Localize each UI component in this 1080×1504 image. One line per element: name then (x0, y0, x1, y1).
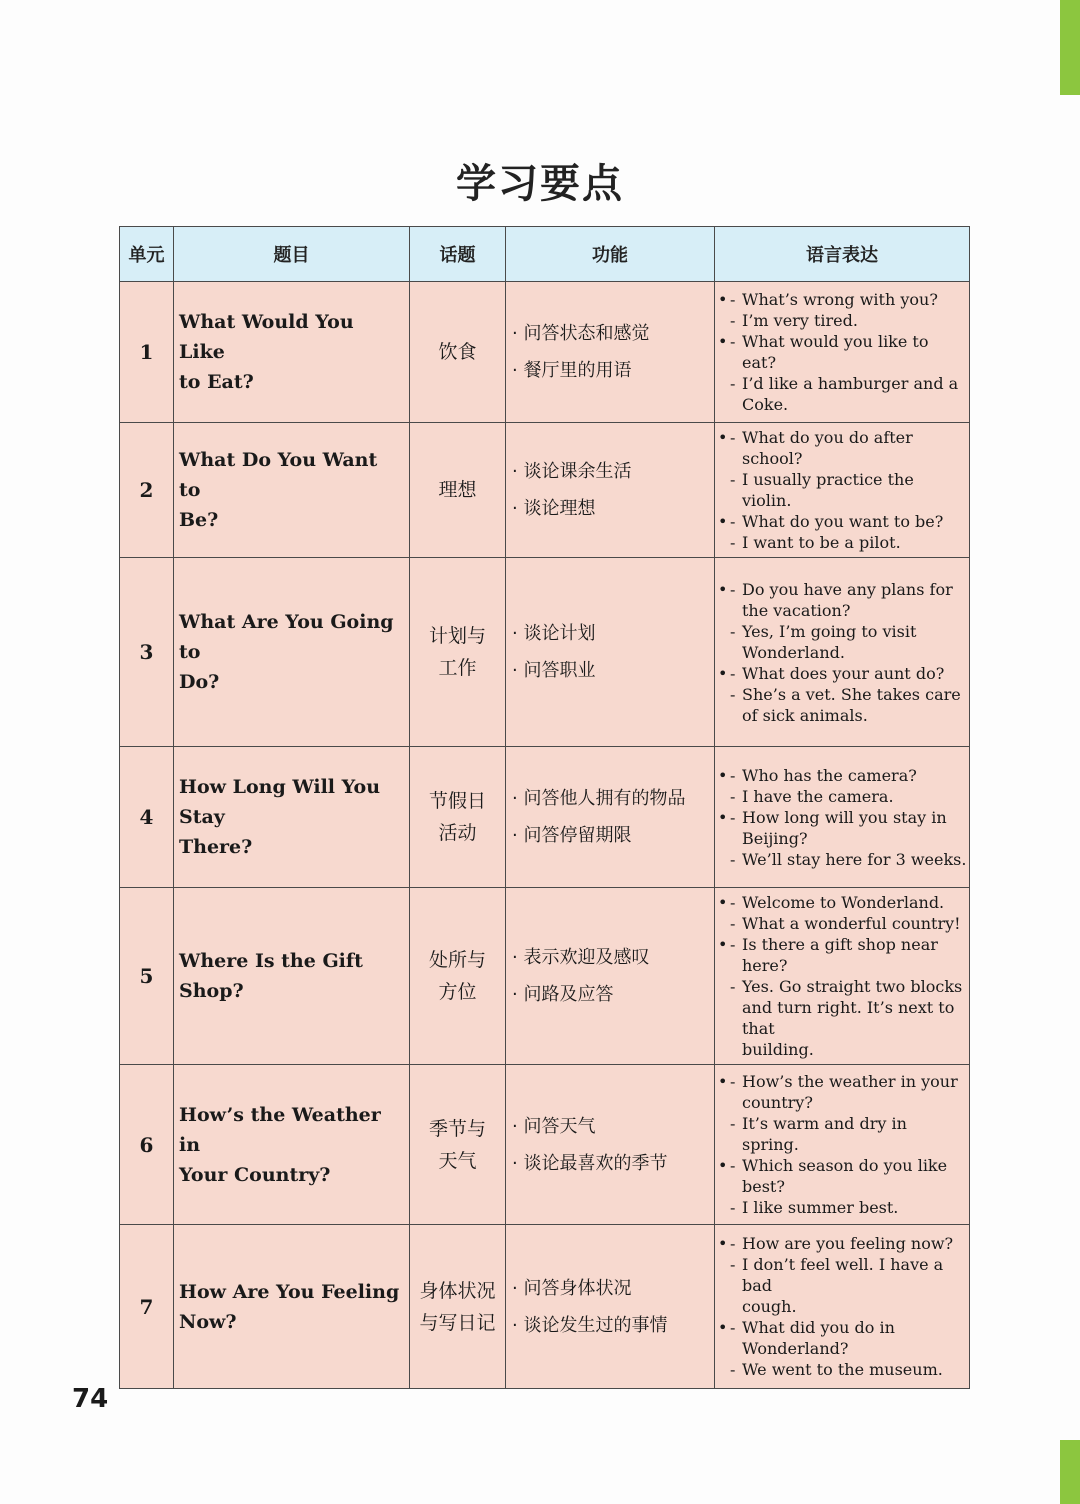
dialogue-pair (718, 1233, 967, 1317)
unit-title-line: Your Country? (179, 1163, 331, 1186)
dialogue-pair (718, 289, 967, 331)
bullet-dot: • (718, 579, 728, 599)
dialogue-line (730, 765, 967, 786)
dash-mark: - (730, 935, 736, 954)
unit-number: 7 (120, 1225, 174, 1389)
header-function: 功能 (506, 227, 715, 282)
dash-mark: - (730, 1198, 736, 1217)
dialogue-line (730, 1197, 967, 1218)
unit-title-line: How Long Will You Stay (179, 776, 381, 828)
dash-mark (730, 997, 742, 1039)
dialogue-line (730, 849, 967, 870)
bullet-dot: • (718, 663, 728, 683)
dialogue-line (730, 579, 967, 600)
dialogue-lines (730, 934, 967, 1060)
header-topic: 话题 (410, 227, 506, 282)
dialogue-pair (718, 427, 967, 511)
dash-mark: - (730, 512, 736, 531)
dialogue-line (730, 892, 967, 913)
dialogue-pair (718, 511, 967, 553)
unit-topic-line: 身体状况 (419, 1279, 496, 1302)
dash-mark (730, 642, 742, 663)
dialogue-lines (730, 331, 967, 415)
dialogue-pair (718, 765, 967, 807)
green-edge-tab-bottom (1060, 1440, 1080, 1504)
unit-title (174, 747, 410, 888)
dialogue-text: Yes, I’m going to visit (742, 621, 917, 641)
dialogue-pair (718, 1317, 967, 1380)
unit-functions (506, 423, 715, 558)
function-item: · 问答职业 (512, 660, 596, 681)
dash-mark: - (730, 1255, 736, 1274)
unit-topic-line: 饮食 (438, 341, 477, 363)
dialogue-line (730, 511, 967, 532)
dialogue-line (730, 663, 967, 684)
dialogue-line (730, 1233, 967, 1254)
dialogue-pair (718, 934, 967, 1060)
dialogue-line (730, 684, 967, 705)
unit-functions (506, 747, 715, 888)
table-row (120, 558, 970, 747)
dialogue-line (730, 310, 967, 331)
unit-topic (410, 1065, 506, 1225)
dialogue-text: Which season do you like (742, 1156, 948, 1175)
dash-mark: - (730, 621, 736, 641)
header-language: 语言表达 (715, 227, 970, 282)
dash-mark (730, 1039, 742, 1060)
function-item: · 问答天气 (512, 1115, 596, 1137)
dialogue-text: the vacation? (742, 600, 851, 620)
function-item: · 问答身体状况 (512, 1277, 632, 1299)
dialogue-text: What do you want to be? (742, 512, 944, 531)
function-item: · 问答他人拥有的物品 (512, 788, 686, 809)
dialogue-line (730, 642, 967, 663)
dash-mark (730, 705, 742, 726)
header-title: 题目 (174, 227, 410, 282)
dialogue-text: Welcome to Wonderland. (742, 893, 945, 912)
table-row (120, 1065, 970, 1225)
unit-title-line: What Are You Going to (179, 611, 394, 663)
dialogue-text: Who has the camera? (742, 765, 917, 785)
function-item: · 谈论计划 (512, 623, 596, 644)
unit-number: 1 (120, 282, 174, 423)
unit-title-line: How Are You Feeling (179, 1280, 400, 1303)
bullet-dot: • (718, 1072, 728, 1091)
dialogue-lines (730, 289, 967, 331)
unit-title (174, 1225, 410, 1389)
unit-topic-line: 处所与 (428, 949, 486, 971)
unit-topic-line: 工作 (438, 657, 477, 679)
unit-number: 3 (120, 558, 174, 747)
dialogue-lines (730, 579, 967, 663)
dialogue-text: cough. (742, 1297, 797, 1316)
dialogue-text: I’d like a hamburger and a (742, 374, 959, 393)
dialogue-line (730, 532, 967, 553)
dialogue-line (730, 1296, 967, 1317)
bullet-dot: • (718, 1234, 728, 1253)
unit-functions (506, 1065, 715, 1225)
unit-number: 2 (120, 423, 174, 558)
dialogue-line (730, 934, 967, 976)
dialogue-lines (730, 1317, 967, 1380)
unit-topic (410, 282, 506, 423)
unit-title-line: What Do You Want to (179, 449, 378, 501)
unit-title-line: What Would You Like (179, 311, 354, 363)
unit-topic (410, 888, 506, 1065)
unit-topic-line: 季节与 (428, 1117, 486, 1140)
unit-title-line: Do? (179, 671, 220, 693)
dash-mark: - (730, 786, 736, 806)
dialogue-pair (718, 579, 967, 663)
unit-language-expressions (715, 747, 970, 888)
dialogue-pair (718, 892, 967, 934)
dialogue-text: Wonderland. (742, 642, 845, 662)
unit-title (174, 282, 410, 423)
unit-number: 5 (120, 888, 174, 1065)
bullet-dot: • (718, 332, 728, 351)
unit-language-expressions (715, 1225, 970, 1389)
dash-mark: - (730, 1318, 736, 1337)
bullet-dot: • (718, 1156, 728, 1175)
unit-topic-line: 活动 (438, 822, 477, 844)
dialogue-line (730, 1317, 967, 1338)
unit-language-expressions (715, 558, 970, 747)
function-item: · 表示欢迎及感叹 (512, 947, 650, 968)
dialogue-text: of sick animals. (742, 705, 868, 725)
function-item: · 谈论最喜欢的季节 (512, 1152, 668, 1174)
dialogue-text: Is there a gift shop near here? (742, 935, 938, 975)
dialogue-line (730, 289, 967, 310)
dialogue-line (730, 913, 967, 934)
table-row (120, 1225, 970, 1389)
dialogue-line (730, 1254, 967, 1296)
bullet-dot: • (718, 512, 728, 531)
dialogue-text: What would you like to eat? (742, 332, 929, 372)
dialogue-lines (730, 663, 967, 726)
dialogue-line (730, 469, 967, 511)
dialogue-text: I don’t feel well. I have a bad (742, 1255, 944, 1295)
function-item: · 谈论发生过的事情 (512, 1314, 668, 1336)
dialogue-pair (718, 1071, 967, 1155)
dialogue-line (730, 1113, 967, 1155)
dash-mark: - (730, 765, 736, 785)
unit-title-line: Where Is the Gift Shop? (179, 950, 363, 1002)
dash-mark: - (730, 428, 736, 447)
unit-topic (410, 558, 506, 747)
dialogue-text: She’s a vet. She takes care (742, 684, 961, 704)
dialogue-lines (730, 427, 967, 511)
header-unit: 单元 (120, 227, 174, 282)
unit-topic (410, 747, 506, 888)
dialogue-line (730, 373, 967, 394)
dash-mark: - (730, 533, 736, 552)
dialogue-text: How long will you stay in (742, 807, 947, 827)
dialogue-text: I have the camera. (742, 786, 894, 806)
dash-mark (730, 1296, 742, 1317)
unit-language-expressions (715, 282, 970, 423)
green-edge-tab-top (1060, 0, 1080, 95)
bullet-dot: • (718, 765, 728, 785)
unit-topic-line: 理想 (438, 479, 477, 501)
dialogue-pair (718, 663, 967, 726)
dash-mark (730, 1176, 742, 1197)
unit-topic-line: 与写日记 (419, 1311, 496, 1334)
dialogue-text: How are you feeling now? (742, 1234, 954, 1253)
dash-mark (730, 828, 742, 849)
unit-language-expressions (715, 1065, 970, 1225)
dash-mark: - (730, 374, 736, 393)
bullet-dot: • (718, 935, 728, 954)
dialogue-line (730, 997, 967, 1039)
dash-mark: - (730, 1072, 736, 1091)
dialogue-line (730, 1176, 967, 1197)
dialogue-line (730, 621, 967, 642)
unit-title-line: Now? (179, 1310, 237, 1333)
unit-title-line: to Eat? (179, 371, 254, 393)
dash-mark: - (730, 807, 736, 827)
unit-title-line: Be? (179, 509, 219, 531)
dialogue-line (730, 1359, 967, 1380)
dialogue-lines (730, 807, 967, 870)
bullet-dot: • (718, 290, 728, 309)
dash-mark: - (730, 977, 736, 996)
dialogue-line (730, 1338, 967, 1359)
table-row (120, 423, 970, 558)
dash-mark: - (730, 849, 736, 869)
unit-functions (506, 888, 715, 1065)
learning-points-table (119, 226, 970, 1389)
dialogue-text: I usually practice the violin. (742, 470, 914, 510)
unit-topic-line: 天气 (438, 1149, 477, 1172)
dialogue-line (730, 1071, 967, 1092)
dash-mark: - (730, 663, 736, 683)
dialogue-pair (718, 331, 967, 415)
dash-mark (730, 1338, 742, 1359)
dialogue-lines (730, 892, 967, 934)
dialogue-lines (730, 511, 967, 553)
unit-title (174, 1065, 410, 1225)
unit-functions (506, 1225, 715, 1389)
dialogue-text: What does your aunt do? (742, 663, 945, 683)
dialogue-lines (730, 1155, 967, 1218)
bullet-dot: • (718, 428, 728, 447)
dialogue-text: How’s the weather in your (742, 1072, 958, 1091)
dash-mark: - (730, 893, 736, 912)
dash-mark: - (730, 1156, 736, 1175)
dash-mark: - (730, 1234, 736, 1253)
function-item: · 问路及应答 (512, 984, 614, 1005)
dialogue-text: What a wonderful country! (742, 914, 961, 933)
dialogue-text: building. (742, 1040, 814, 1059)
bullet-dot: • (718, 893, 728, 912)
dash-mark: - (730, 914, 736, 933)
dialogue-line (730, 828, 967, 849)
unit-functions (506, 282, 715, 423)
table-row (120, 888, 970, 1065)
dash-mark: - (730, 684, 736, 704)
unit-title-line: There? (179, 836, 253, 858)
dialogue-lines (730, 1071, 967, 1155)
unit-title (174, 888, 410, 1065)
dialogue-text: What do you do after school? (742, 428, 913, 468)
dialogue-text: It’s warm and dry in spring. (742, 1114, 907, 1154)
dialogue-line (730, 394, 967, 415)
unit-title-line: How’s the Weather in (179, 1103, 381, 1156)
dialogue-text: Do you have any plans for (742, 579, 953, 599)
unit-title (174, 423, 410, 558)
function-item: · 问答停留期限 (512, 825, 632, 846)
dash-mark: - (730, 579, 736, 599)
dash-mark: - (730, 311, 736, 330)
dash-mark (730, 600, 742, 621)
dash-mark (730, 1092, 742, 1113)
dialogue-text: What did you do in (742, 1318, 895, 1337)
dialogue-text: I like summer best. (742, 1198, 899, 1217)
function-item: · 餐厅里的用语 (512, 360, 632, 381)
dash-mark: - (730, 1360, 736, 1379)
dialogue-text: We’ll stay here for 3 weeks. (742, 849, 967, 869)
dash-mark: - (730, 332, 736, 351)
function-item: · 问答状态和感觉 (512, 323, 650, 344)
dialogue-line (730, 1039, 967, 1060)
dialogue-pair (718, 807, 967, 870)
bullet-dot: • (718, 807, 728, 827)
table-row (120, 282, 970, 423)
unit-title (174, 558, 410, 747)
bullet-dot: • (718, 1318, 728, 1337)
dialogue-text: country? (742, 1093, 813, 1112)
unit-topic (410, 1225, 506, 1389)
dialogue-line (730, 1092, 967, 1113)
unit-number: 4 (120, 747, 174, 888)
unit-language-expressions (715, 423, 970, 558)
dash-mark (730, 394, 742, 415)
dash-mark: - (730, 290, 736, 309)
unit-functions (506, 558, 715, 747)
page-number: 74 (72, 1384, 109, 1414)
function-item: · 谈论课余生活 (512, 461, 632, 482)
dialogue-line (730, 600, 967, 621)
unit-number: 6 (120, 1065, 174, 1225)
dialogue-text: Wonderland? (742, 1339, 849, 1358)
unit-language-expressions (715, 888, 970, 1065)
dialogue-line (730, 976, 967, 997)
dialogue-text: Beijing? (742, 828, 808, 848)
dialogue-text: Coke. (742, 395, 789, 414)
dialogue-line (730, 331, 967, 373)
unit-topic-line: 方位 (438, 981, 477, 1003)
dialogue-text: Yes. Go straight two blocks (742, 977, 963, 996)
unit-topic-line: 计划与 (428, 625, 486, 647)
dash-mark: - (730, 1114, 736, 1133)
dialogue-line (730, 786, 967, 807)
dialogue-text: and turn right. It’s next to that (742, 998, 955, 1038)
dialogue-line (730, 807, 967, 828)
dialogue-pair (718, 1155, 967, 1218)
function-item: · 谈论理想 (512, 498, 596, 519)
dialogue-text: best? (742, 1177, 785, 1196)
dialogue-line (730, 427, 967, 469)
dialogue-text: I’m very tired. (742, 311, 858, 330)
page-title: 学习要点 (456, 161, 624, 207)
dialogue-lines (730, 1233, 967, 1317)
dash-mark: - (730, 470, 736, 489)
table-row (120, 747, 970, 888)
dialogue-line (730, 705, 967, 726)
dialogue-text: I want to be a pilot. (742, 533, 901, 552)
table-header-row (120, 227, 970, 282)
dialogue-text: What’s wrong with you? (742, 290, 938, 309)
dialogue-text: We went to the museum. (742, 1360, 943, 1379)
dialogue-lines (730, 765, 967, 807)
unit-topic-line: 节假日 (428, 790, 486, 812)
dialogue-line (730, 1155, 967, 1176)
unit-topic (410, 423, 506, 558)
